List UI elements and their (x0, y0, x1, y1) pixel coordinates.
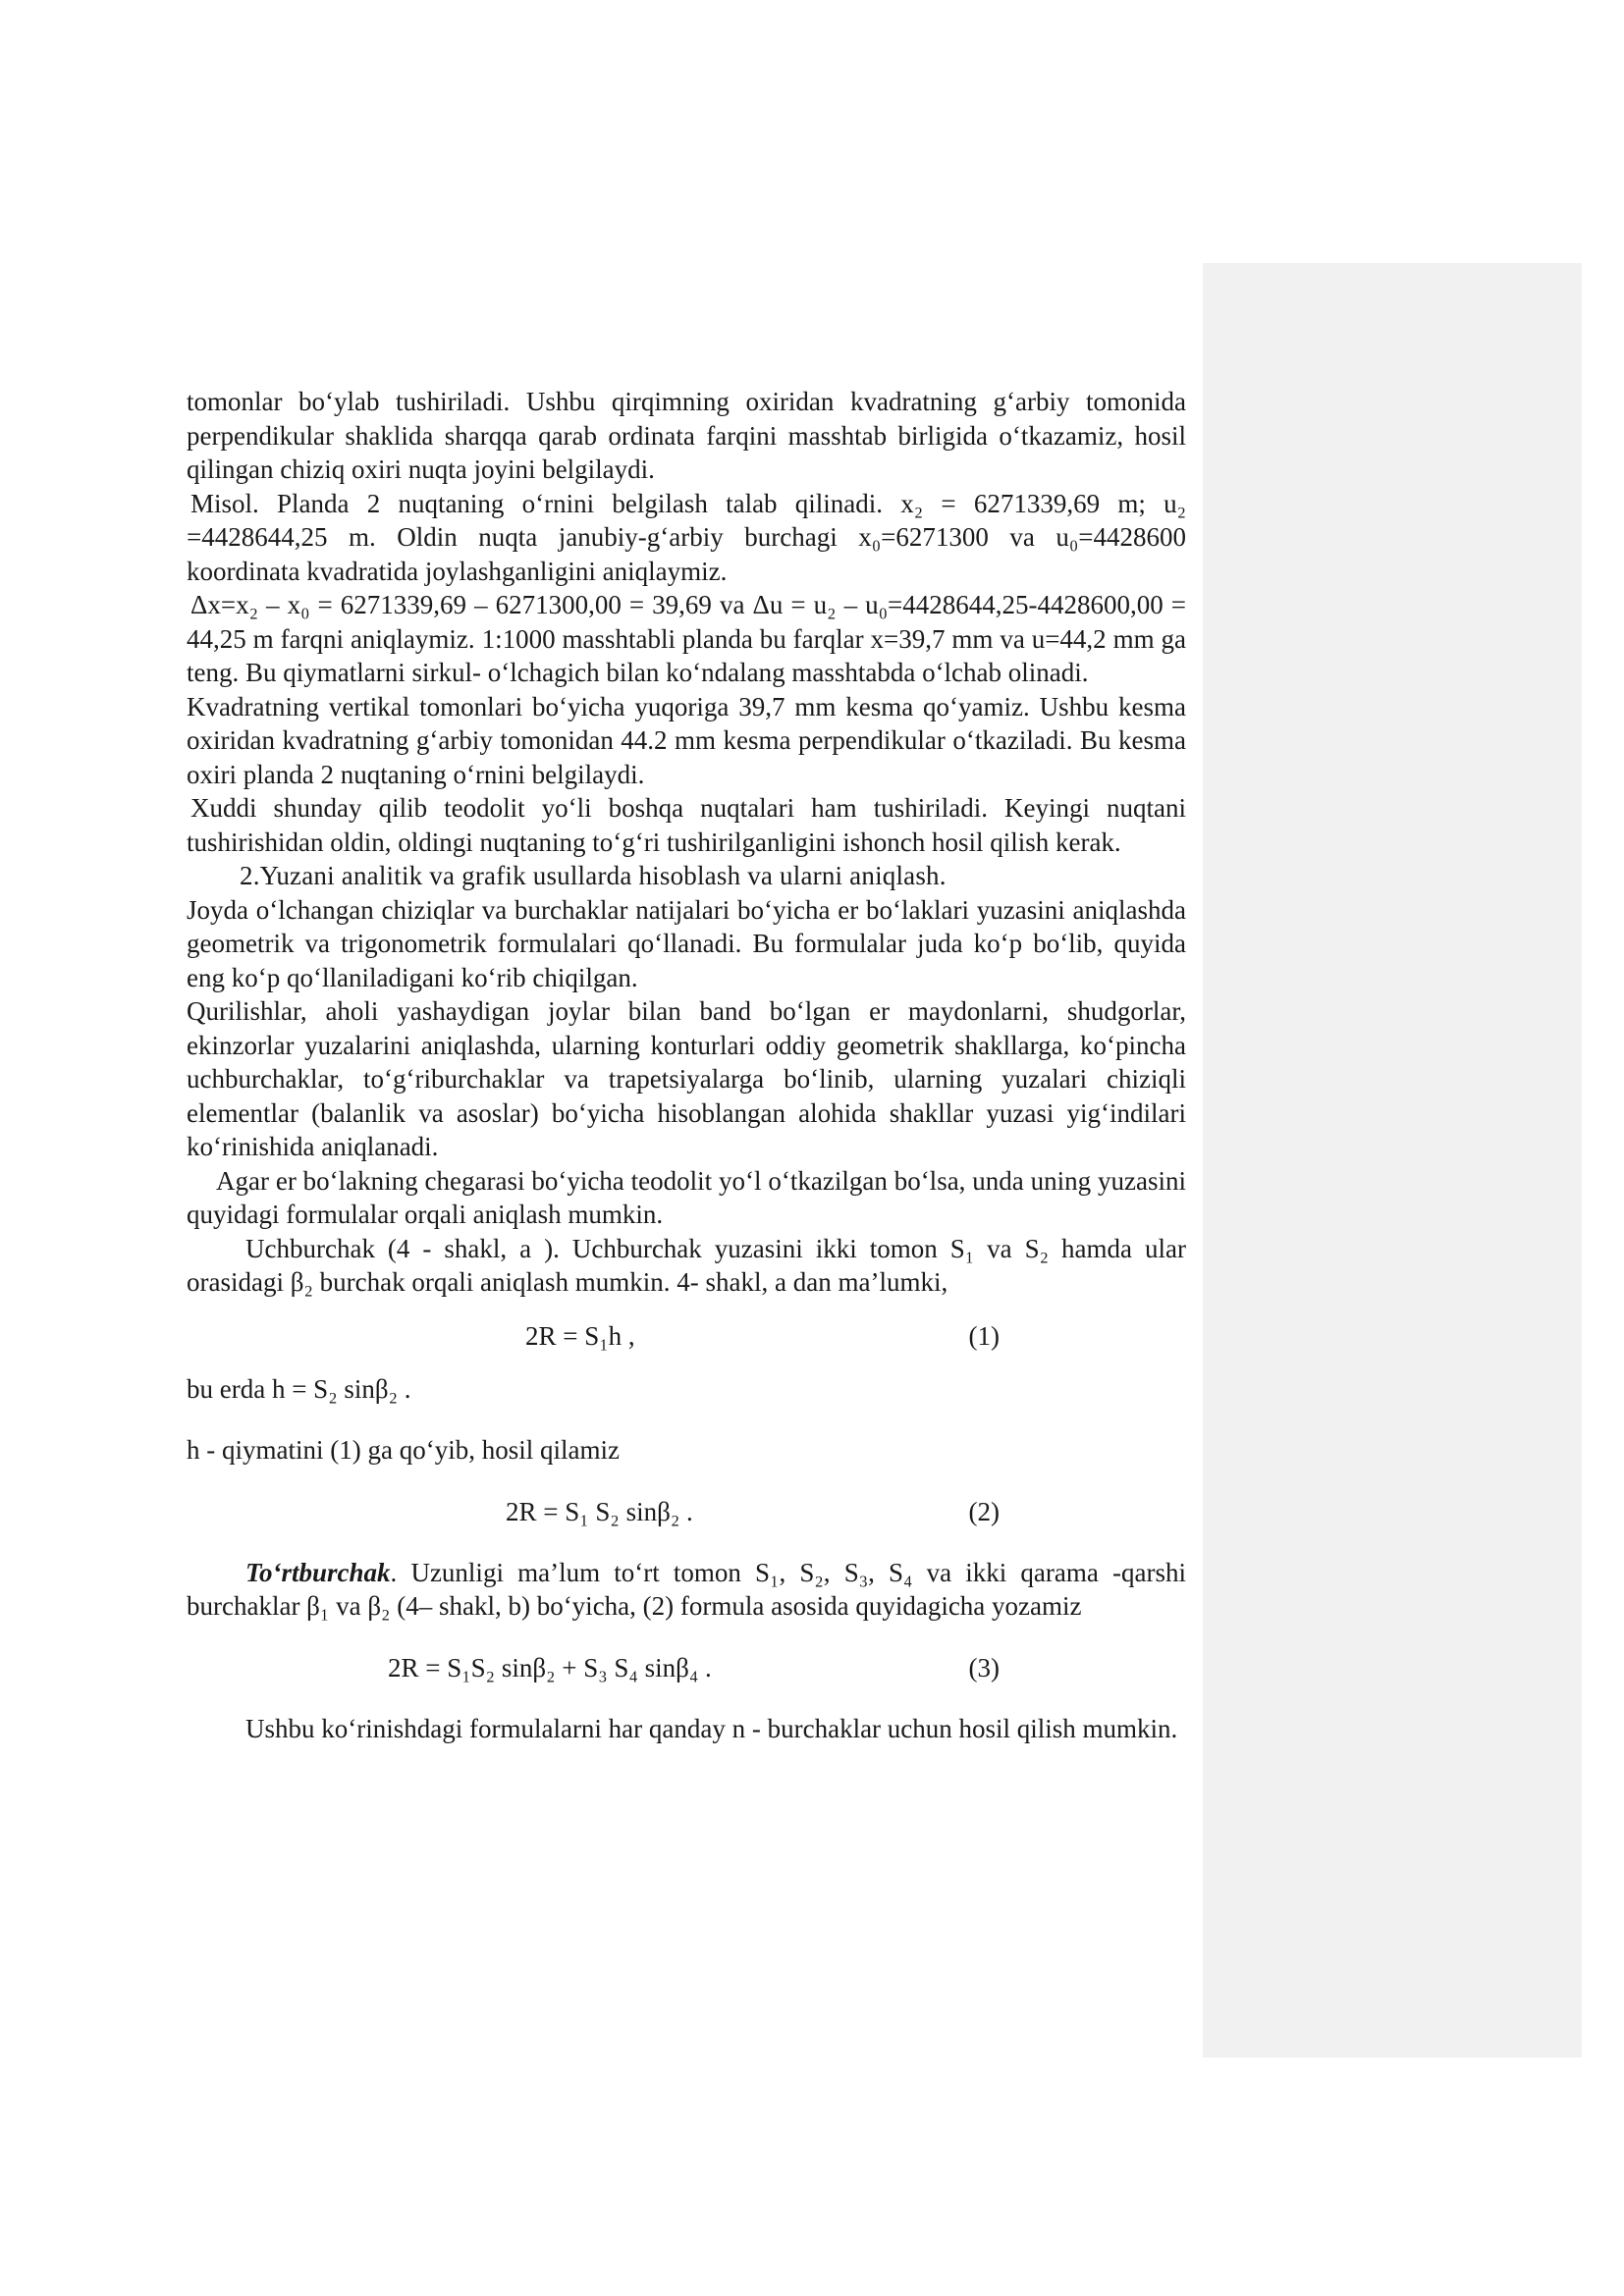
equation-number: (2) (968, 1496, 1000, 1526)
equation-number: (1) (968, 1320, 1000, 1351)
equation-3 (187, 1651, 1186, 1684)
equation-1 (187, 1319, 1186, 1353)
paragraph-quadrilateral (187, 1556, 1186, 1624)
comment-pane (1203, 263, 1582, 2057)
paragraph: Xuddi shunday qilib teodolit yo‘li boshqa nuqtalari ham tushiriladi. Keyingi nuqtani tushirishidan oldin, oldingi nuqtaning to‘g‘ri tushirilganligini ishonch hosil qilish kerak. (187, 793, 1186, 857)
paragraph: h - qiymatini (1) ga qo‘yib, hosil qilamiz (187, 1435, 620, 1465)
paragraph-calculation: Δx=x₂ – x₀ = 6271339,69 – 6271300,00 = 39,69 va Δu = u₂ – u₀=4428644,25-4428600,00 = 44,25 m farqni aniqlaymiz. 1:1000 masshtabli planda bu farqlar x=39,7 mm va u=44,2 mm ga teng. Bu qiymatlarni sirkul- o‘lchagich bilan ko‘ndalang masshtabda o‘lchab olinadi. (187, 590, 1186, 687)
paragraph: Joyda o‘lchangan chiziqlar va burchaklar natijalari bo‘yicha er bo‘laklari yuzasini aniqlashda geometrik va trigonometrik formulalari qo‘llanadi. Bu formulalar juda ko‘p bo‘lib, quyida eng ko‘p qo‘llaniladigani ko‘rib chiqilgan. (187, 894, 1186, 992)
equation-formula: 2R = S₁S₂ sinβ₂ + S₃ S₄ sinβ₄ . (388, 1652, 712, 1682)
paragraph-text: . Uzunligi ma’lum to‘rt tomon S₁, S₂, S₃, S₄ va ikki qarama -qarshi burchaklar β₁ va β₂ (4– shakl, b) bo‘yicha, (2) formula asosida quyidagicha yozamiz (187, 1557, 1186, 1621)
paragraph: bu erda h = S₂ sinβ₂ . (187, 1373, 411, 1404)
equation-2 (187, 1495, 1186, 1528)
section-heading: 2.Yuzani analitik va grafik usullarda hisoblash va ularni aniqlash. (240, 861, 947, 890)
equation-formula: 2R = S₁h , (525, 1320, 635, 1351)
paragraph: Kvadratning vertikal tomonlari bo‘yicha yuqoriga 39,7 mm kesma qo‘yamiz. Ushbu kesma oxiridan kvadratning g‘arbiy tomonidan 44.2 mm kesma perpendikular o‘tkaziladi. Bu kesma oxiri planda 2 nuqtaning o‘rnini belgilaydi. (187, 691, 1186, 789)
paragraph: Agar er bo‘lakning chegarasi bo‘yicha teodolit yo‘l o‘tkazilgan bo‘lsa, unda uning yuzasini quyidagi formulalar orqali aniqlash mumkin. (187, 1165, 1186, 1229)
equation-number: (3) (968, 1652, 1000, 1682)
equation-formula: 2R = S₁ S₂ sinβ₂ . (506, 1496, 693, 1526)
term-bold: To‘rtburchak (245, 1557, 391, 1587)
paragraph: Ushbu ko‘rinishdagi formulalarni har qanday n - burchaklar uchun hosil qilish mumkin. (245, 1713, 1178, 1743)
paragraph: Qurilishlar, aholi yashaydigan joylar bilan band bo‘lgan er maydonlarni, shudgorlar, ekinzorlar yuzalarini aniqlashda, ularning konturlari oddiy geometrik shakllarga, ko‘pincha uchburchaklar, to‘g‘riburchaklar va trapetsiyalarga bo‘linib, ularning yuzalari chiziqli elementlar (balanlik va asoslar) bo‘yicha hisoblangan alohida shakllar yuzasi yig‘indilari ko‘rinishida aniqlanadi. (187, 996, 1186, 1161)
document-body (187, 385, 1186, 1745)
paragraph: tomonlar bo‘ylab tushiriladi. Ushbu qirqimning oxiridan kvadratning g‘arbiy tomonida perpendikular shaklida sharqqa qarab ordinata farqini masshtab birligida o‘tkazamiz, hosil qilingan chiziq oxiri nuqta joyini belgilaydi. (187, 387, 1186, 484)
paragraph-triangle: Uchburchak (4 - shakl, а ). Uchburchak yuzasini ikki tomon S₁ va S₂ hamda ular orasidagi β₂ burchak orqali aniqlash mumkin. 4- shakl, а dan ma’lumki, (187, 1233, 1186, 1297)
paragraph-example: Misol. Planda 2 nuqtaning o‘rnini belgilash talab qilinadi. x₂ = 6271339,69 m; u₂ =4428644,25 m. Oldin nuqta janubiy-g‘arbiy burchagi x₀=6271300 va u₀=4428600 koordinata kvadratida joylashganligini aniqlaymiz. (187, 488, 1186, 586)
